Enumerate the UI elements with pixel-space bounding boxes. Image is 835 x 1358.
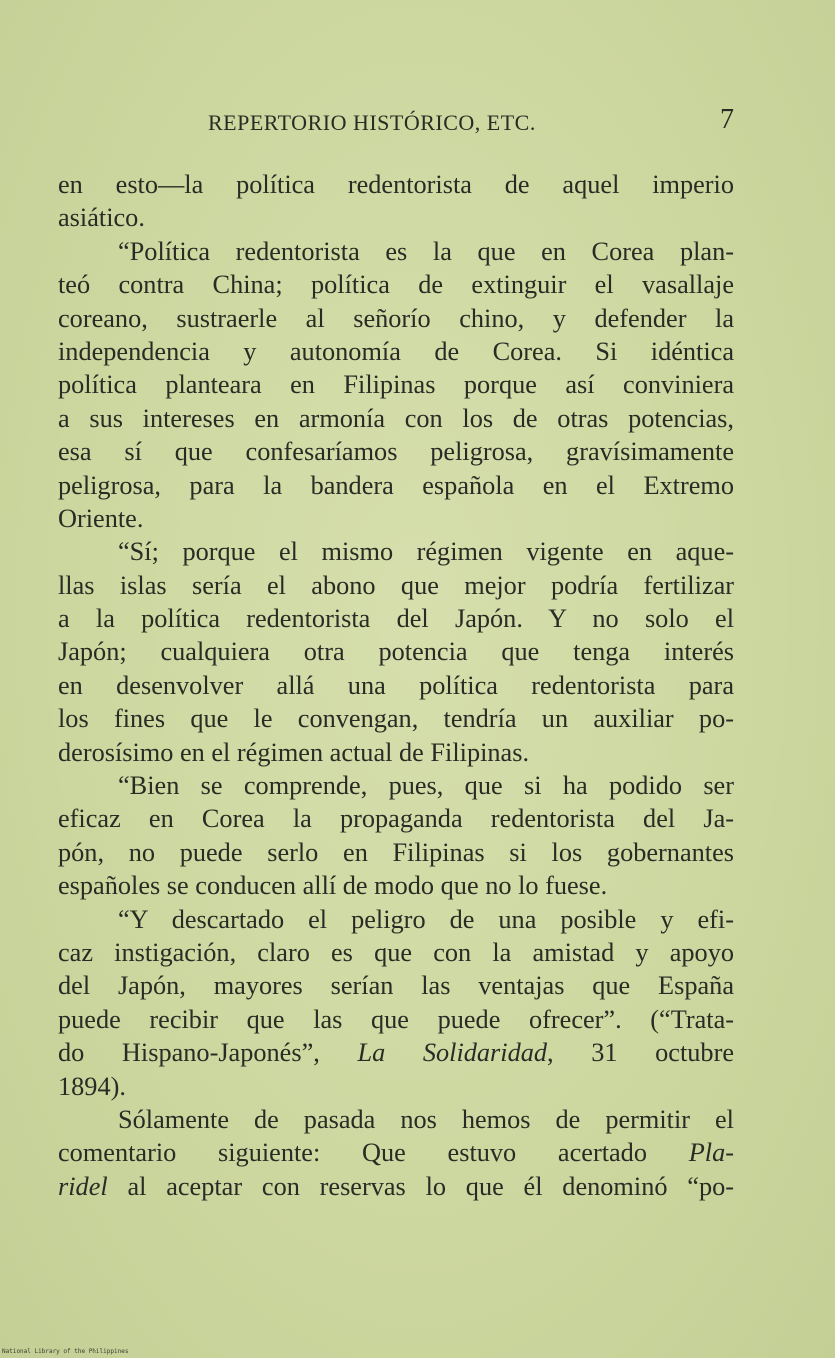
text-line: a la política redentorista del Japón. Y no solo el [58,604,734,634]
text-line: españoles se conducen allí de modo que no lo fuese. [58,871,608,901]
text-line: asiático. [58,203,145,233]
text-line: en desenvolver allá una política redentorista para [58,670,734,700]
text-line: peligrosa, para la bandera española en el Extremo [58,470,734,500]
running-title: REPERTORIO HISTÓRICO, ETC. [208,110,536,135]
text-line: comentario siguiente: Que estuvo acertado Pla- [58,1138,734,1168]
text-line: eficaz en Corea la propaganda redentorista del Ja- [58,804,734,834]
library-credit: National Library of the Philippines [2,1348,129,1355]
text-line: Oriente. [58,503,144,533]
text-line: esa sí que confesaríamos peligrosa, gravísimamente [58,437,734,467]
text-line: los fines que le convengan, tendría un auxiliar po- [58,704,734,734]
text-line: “Sí; porque el mismo régimen vigente en aque- [118,537,734,567]
text-line: do Hispano-Japonés”, La Solidaridad, 31 octubre [58,1038,735,1068]
text-line: independencia y autonomía de Corea. Si idéntica [58,336,734,366]
text-line: ridel al aceptar con reservas lo que él denominó “po- [58,1171,734,1201]
page-number: 7 [720,104,734,135]
text-line: a sus intereses en armonía con los de otras potencias, [58,403,734,433]
text-line: llas islas sería el abono que mejor podría fertilizar [58,570,734,600]
text-line: en esto—la política redentorista de aquel imperio [58,170,734,199]
text-line: “Política redentorista es la que en Corea plan- [118,236,734,266]
body-text [58,168,734,1203]
text-line: pón, no puede serlo en Filipinas si los gobernantes [58,837,734,867]
text-line: puede recibir que las que puede ofrecer”. (“Trata- [58,1004,734,1034]
text-line: Sólamente de pasada nos hemos de permitir el [118,1104,734,1134]
text-line: Japón; cualquiera otra potencia que tenga interés [58,637,734,667]
text-line: política planteara en Filipinas porque así conviniera [58,370,734,400]
text-line: “Bien se comprende, pues, que si ha podido ser [118,771,734,801]
text-line: 1894). [58,1071,126,1101]
text-line: teó contra China; política de extinguir el vasallaje [58,270,734,300]
page-header [58,104,738,140]
text-line: coreano, sustraerle al señorío chino, y defender la [58,303,734,333]
text-line: caz instigación, claro es que con la amistad y apoyo [58,937,734,967]
text-line: derosísimo en el régimen actual de Filipinas. [58,737,530,767]
text-line: “Y descartado el peligro de una posible y efi- [118,904,734,934]
text-line: del Japón, mayores serían las ventajas que España [58,971,734,1001]
